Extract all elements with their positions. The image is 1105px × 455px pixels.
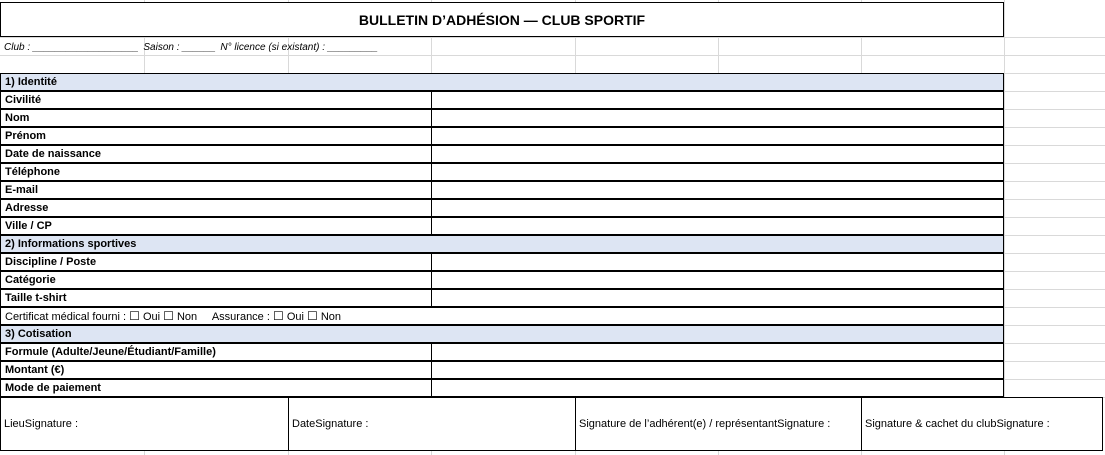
field-label-adresse: Adresse bbox=[0, 199, 432, 217]
field-input-nom[interactable] bbox=[431, 109, 1004, 127]
field-input-categorie[interactable] bbox=[431, 271, 1004, 289]
field-input-civilite[interactable] bbox=[431, 91, 1004, 109]
checkbox-certificat-oui[interactable]: ☐ bbox=[129, 309, 140, 323]
field-input-mode-paiement[interactable] bbox=[431, 379, 1004, 397]
field-input-adresse[interactable] bbox=[431, 199, 1004, 217]
certificat-oui-label: Oui bbox=[142, 311, 161, 323]
field-label-date-naissance: Date de naissance bbox=[0, 145, 432, 163]
checkbox-certificat-non[interactable]: ☐ bbox=[163, 309, 174, 323]
field-label-taille: Taille t-shirt bbox=[0, 289, 432, 307]
field-input-discipline[interactable] bbox=[431, 253, 1004, 271]
field-input-formule[interactable] bbox=[431, 343, 1004, 361]
section-identite-header: 1) Identité bbox=[0, 73, 1004, 91]
field-input-telephone[interactable] bbox=[431, 163, 1004, 181]
field-label-categorie: Catégorie bbox=[0, 271, 432, 289]
checkbox-assurance-oui[interactable]: ☐ bbox=[272, 309, 284, 323]
section-sportives-header: 2) Informations sportives bbox=[0, 235, 1004, 253]
assurance-oui-label: Oui bbox=[286, 311, 304, 323]
signature-adherent[interactable]: Signature de l’adhérent(e) / représentantSignature : bbox=[575, 397, 862, 451]
field-label-email: E-mail bbox=[0, 181, 432, 199]
field-label-nom: Nom bbox=[0, 109, 432, 127]
field-label-formule: Formule (Adulte/Jeune/Étudiant/Famille) bbox=[0, 343, 432, 361]
field-label-discipline: Discipline / Poste bbox=[0, 253, 432, 271]
club-field[interactable]: Club : ___________________ bbox=[4, 42, 139, 53]
certificat-assurance-row bbox=[0, 307, 1004, 325]
certificat-label: Certificat médical fourni : bbox=[5, 311, 127, 323]
assurance-non-label: Non bbox=[320, 311, 342, 323]
signature-date[interactable]: DateSignature : bbox=[288, 397, 576, 451]
field-input-montant[interactable] bbox=[431, 361, 1004, 379]
signature-club[interactable]: Signature & cachet du clubSignature : bbox=[861, 397, 1103, 451]
licence-field[interactable]: N° licence (si existant) : _________ bbox=[220, 42, 378, 53]
field-input-email[interactable] bbox=[431, 181, 1004, 199]
field-input-prenom[interactable] bbox=[431, 127, 1004, 145]
field-label-telephone: Téléphone bbox=[0, 163, 432, 181]
field-label-montant: Montant (€) bbox=[0, 361, 432, 379]
assurance-label: Assurance : bbox=[211, 311, 270, 323]
checkbox-assurance-non[interactable]: ☐ bbox=[307, 309, 318, 323]
field-input-taille[interactable] bbox=[431, 289, 1004, 307]
signature-lieu[interactable]: LieuSignature : bbox=[0, 397, 289, 451]
field-input-date-naissance[interactable] bbox=[431, 145, 1004, 163]
section-cotisation-header: 3) Cotisation bbox=[0, 325, 1004, 343]
saison-field[interactable]: Saison : ______ bbox=[143, 42, 216, 53]
form-title: BULLETIN D’ADHÉSION — CLUB SPORTIF bbox=[0, 2, 1004, 37]
field-label-ville-cp: Ville / CP bbox=[0, 217, 432, 235]
field-label-mode-paiement: Mode de paiement bbox=[0, 379, 432, 397]
certificat-non-label: Non bbox=[176, 311, 198, 323]
field-input-ville-cp[interactable] bbox=[431, 217, 1004, 235]
field-label-prenom: Prénom bbox=[0, 127, 432, 145]
field-label-civilite: Civilité bbox=[0, 91, 432, 109]
header-info-line bbox=[4, 42, 380, 53]
